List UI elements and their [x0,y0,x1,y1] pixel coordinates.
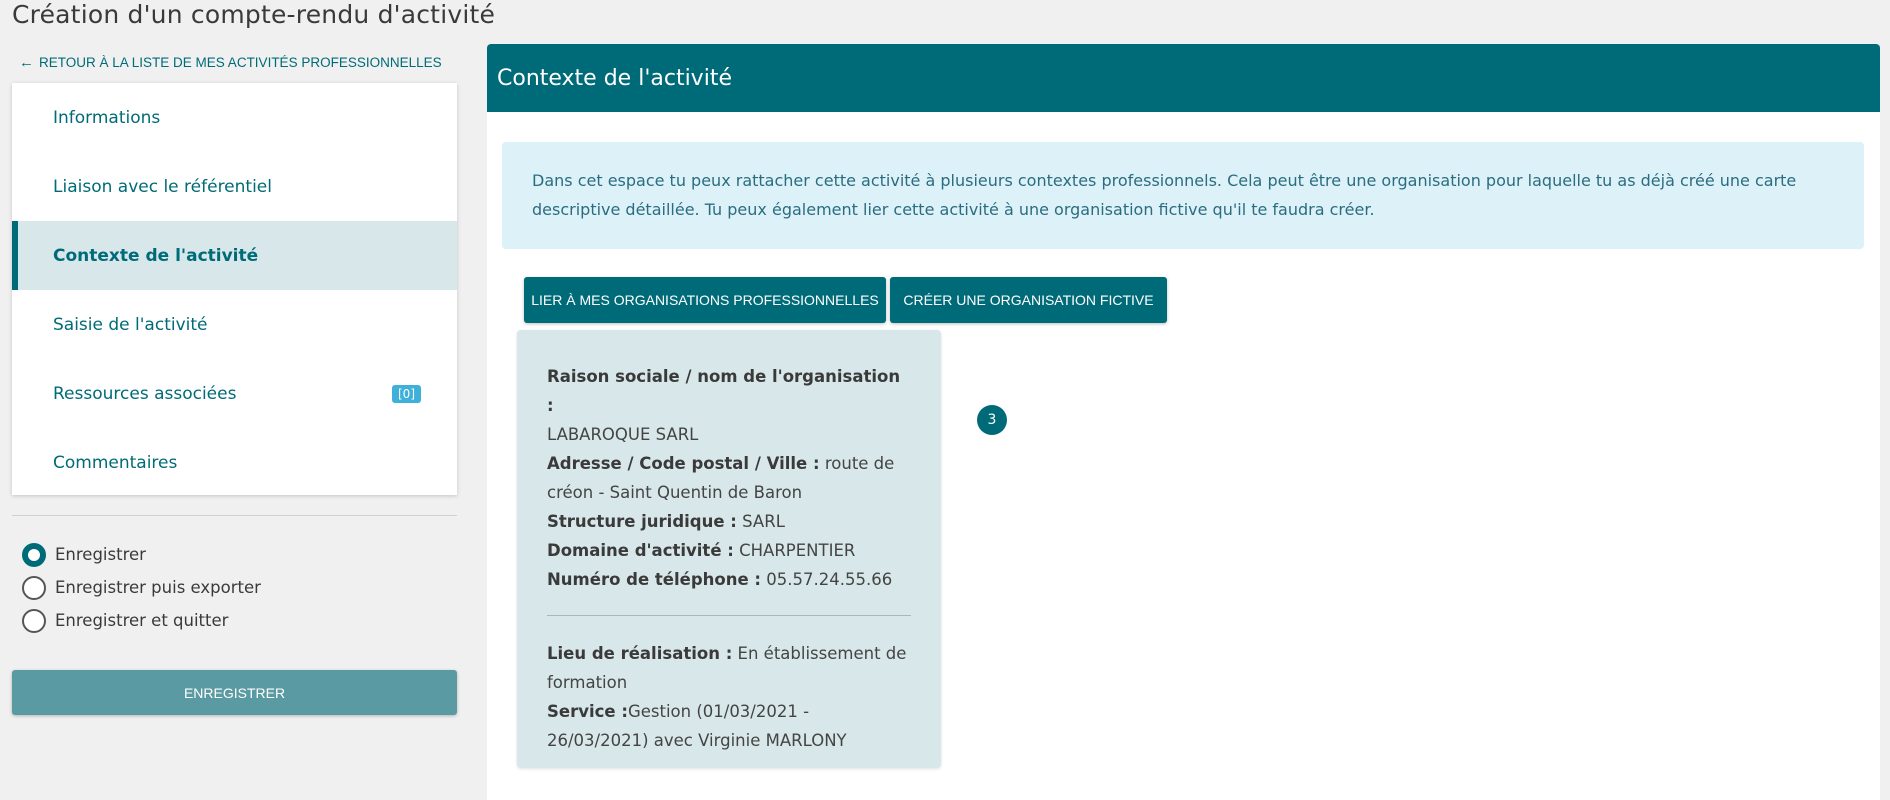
sidebar-nav [12,83,457,495]
radio-checked-icon[interactable] [22,543,46,567]
sidebar-item-saisie-activite[interactable] [12,290,457,359]
field-label: Lieu de réalisation : [547,644,733,663]
create-fictive-organisation-button[interactable]: CRÉER UNE ORGANISATION FICTIVE [890,277,1167,323]
radio-label: Enregistrer puis exporter [55,578,261,597]
sidebar-item-label: Ressources associées [53,383,237,404]
main-panel [487,44,1880,800]
field-label: Numéro de téléphone : [547,570,762,589]
sidebar-item-commentaires[interactable] [12,428,457,497]
sidebar-item-label: Contexte de l'activité [53,245,259,266]
back-to-list-link[interactable] [19,54,442,71]
page-title: Création d'un compte-rendu d'activité [12,0,496,29]
card-field-structure [547,507,911,536]
back-link-label: RETOUR À LA LISTE DE MES ACTIVITÉS PROFESSIONNELLES [39,55,442,70]
radio-label: Enregistrer [55,545,146,564]
radio-unchecked-icon[interactable] [22,576,46,600]
sidebar-item-label: Liaison avec le référentiel [53,176,272,197]
sidebar-item-contexte-activite[interactable] [12,221,457,290]
count-badge: [0] [392,385,421,403]
card-field-service [547,697,911,755]
sidebar-item-liaison-referentiel[interactable] [12,152,457,221]
field-label: Service : [547,702,628,721]
sidebar-item-informations[interactable] [12,83,457,152]
field-value: LABAROQUE SARL [547,425,699,444]
radio-label: Enregistrer et quitter [55,611,229,630]
info-message: Dans cet espace tu peux rattacher cette activité à plusieurs contextes professionnels. Cela peut être une organisation pour laquelle tu as déjà créé une carte descriptive détaillée. Tu peux également lier cette activité à une organisation fictive qu'il te faudra créer. [502,142,1864,249]
field-value: Gestion (01/03/2021 - 26/03/2021) avec Virginie MARLONY [547,702,847,750]
field-label: Domaine d'activité : [547,541,734,560]
save-options-radio-group [22,538,261,637]
radio-option-enregistrer-exporter[interactable] [22,571,261,604]
sidebar-item-label: Commentaires [53,452,178,473]
card-field-telephone [547,565,911,594]
sidebar-item-label: Saisie de l'activité [53,314,208,335]
sidebar-item-label: Informations [53,107,161,128]
save-button[interactable]: ENREGISTRER [12,670,457,715]
divider [12,515,457,516]
field-value: route de créon - Saint Quentin de Baron [547,454,895,502]
card-field-adresse [547,449,911,507]
radio-option-enregistrer-quitter[interactable] [22,604,261,637]
field-label: Raison sociale / nom de l'organisation : [547,367,901,415]
panel-header: Contexte de l'activité [487,44,1880,112]
field-label: Structure juridique : [547,512,737,531]
sidebar-item-ressources-associees[interactable] [12,359,457,428]
field-value: En établissement de formation [547,644,907,692]
card-field-raison [547,362,911,449]
card-field-lieu [547,639,911,697]
radio-option-enregistrer[interactable] [22,538,261,571]
step-number-badge: 3 [977,405,1007,435]
field-label: Adresse / Code postal / Ville : [547,454,820,473]
link-organisations-button[interactable]: LIER À MES ORGANISATIONS PROFESSIONNELLES [524,277,886,323]
radio-unchecked-icon[interactable] [22,609,46,633]
field-value: CHARPENTIER [739,541,856,560]
field-value: 05.57.24.55.66 [766,570,893,589]
card-divider [547,615,911,616]
arrow-left-icon: ← [19,54,34,71]
card-field-domaine [547,536,911,565]
organisation-card[interactable] [517,330,941,768]
field-value: SARL [742,512,785,531]
